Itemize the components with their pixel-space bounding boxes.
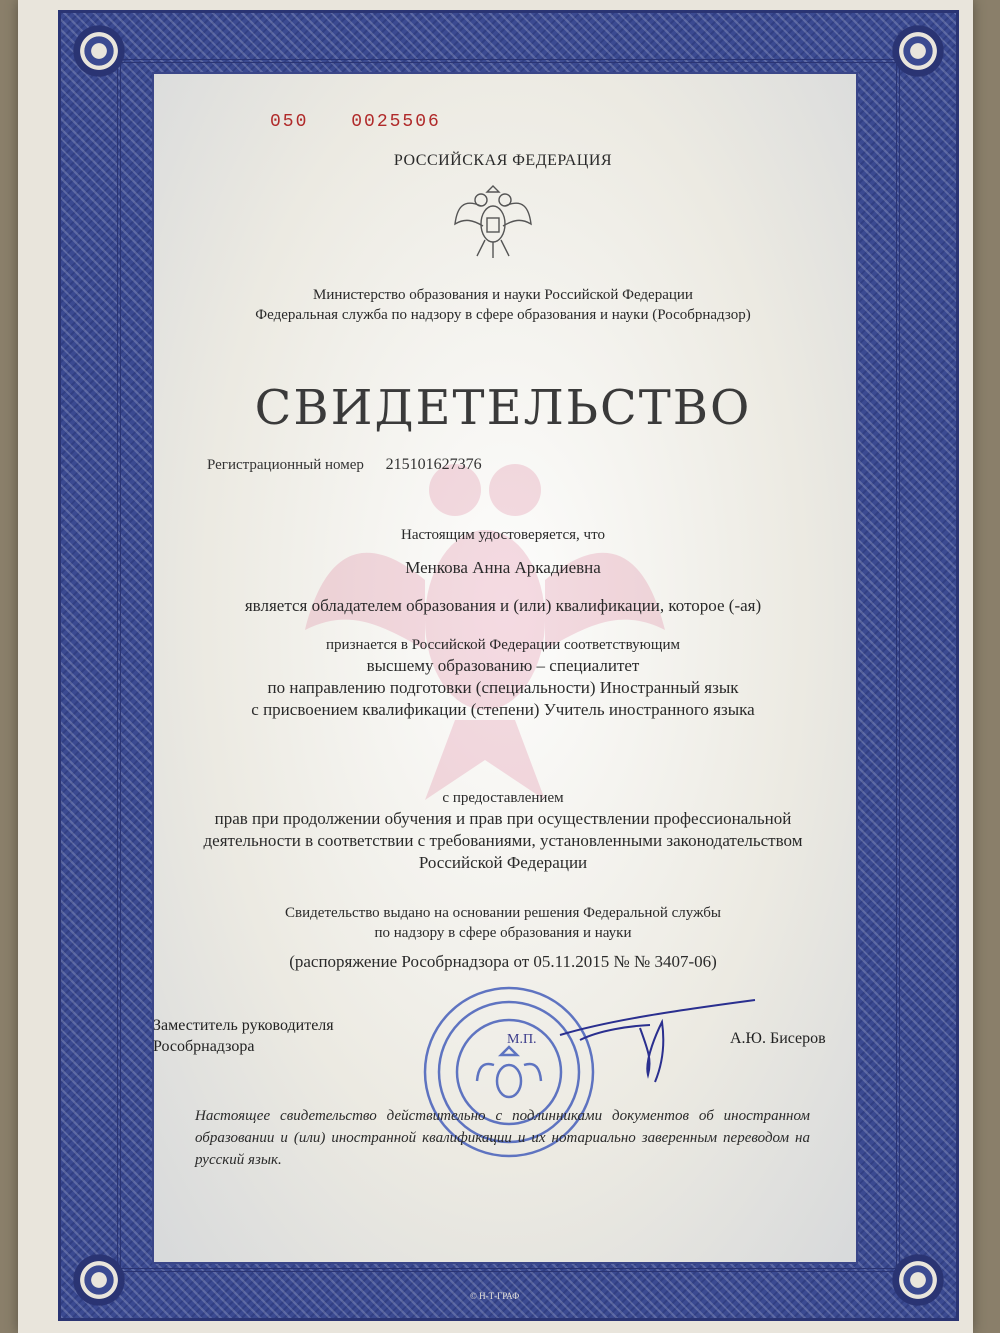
granting-line: с предоставлением — [442, 790, 564, 806]
holder-name: Менкова Анна Аркадиевна — [405, 558, 601, 577]
double-headed-eagle-emblem-icon — [453, 178, 533, 260]
basis-line-2: по надзору в сфере образования и науки — [374, 925, 632, 941]
ministry-line-2: Федеральная служба по надзору в сфере образования и науки (Рособрнадзор) — [255, 307, 751, 323]
signer-title — [153, 1015, 334, 1057]
registration-label: Регистрационный номер — [207, 457, 364, 473]
registration-number: 215101627376 — [385, 456, 482, 473]
corner-rosette-top-right — [888, 21, 948, 81]
qualification: с присвоением квалификации (степени) Учитель иностранного языка — [251, 700, 755, 719]
speciality: по направлению подготовки (специальности) Иностранный язык — [267, 678, 739, 697]
document-title: СВИДЕТЕЛЬСТВО — [254, 380, 752, 436]
holder-line: является обладателем образования и (или) квалификации, которое (-ая) — [244, 596, 762, 615]
printer-mark: © Н-Т-ГРАФ — [470, 1291, 520, 1301]
basis-block — [152, 903, 854, 943]
corner-rosette-top-left — [69, 21, 129, 81]
corner-rosette-bottom-left — [69, 1250, 129, 1310]
qualification-block — [152, 655, 854, 721]
serial-series: 050 — [270, 112, 309, 132]
corner-rosette-bottom-right — [888, 1250, 948, 1310]
rights-line-2: деятельности в соответствии с требованиями, установленными законодательством — [203, 831, 803, 850]
signer-title-line-2: Рособрнадзора — [153, 1038, 255, 1055]
country-heading: РОССИЙСКАЯ ФЕДЕРАЦИЯ — [393, 152, 613, 169]
validity-note: Настоящее свидетельство действительно с подлинниками документов об иностранном образовании и (или) иностранной квалификации и их нотариально заверенным переводом на русский язык. — [195, 1108, 810, 1168]
rights-line-1: прав при продолжении обучения и прав при осуществлении профессиональной — [214, 809, 792, 828]
certify-line: Настоящим удостоверяется, что — [401, 527, 605, 543]
order-reference: (распоряжение Рособрнадзора от 05.11.2015 № № 3407-06) — [289, 952, 717, 971]
serial-number-value: 0025506 — [351, 112, 441, 132]
basis-line-1: Свидетельство выдано на основании решения Федеральной службы — [285, 905, 721, 921]
serial-number — [270, 112, 471, 132]
registration-number-row — [207, 456, 482, 474]
stamp-place-label: М.П. — [507, 1032, 537, 1047]
rights-line-3: Российской Федерации — [418, 853, 588, 872]
education-level: высшему образованию – специалитет — [366, 656, 640, 675]
ministry-header — [152, 285, 854, 325]
ministry-line-1: Министерство образования и науки Российской Федерации — [313, 287, 693, 303]
signer-title-line-1: Заместитель руководителя — [153, 1017, 334, 1034]
rights-block — [152, 808, 854, 874]
signer-name: А.Ю. Бисеров — [730, 1030, 826, 1047]
recognized-line: признается в Российской Федерации соответствующим — [326, 637, 680, 653]
watermark-eagle-icon — [305, 430, 665, 810]
